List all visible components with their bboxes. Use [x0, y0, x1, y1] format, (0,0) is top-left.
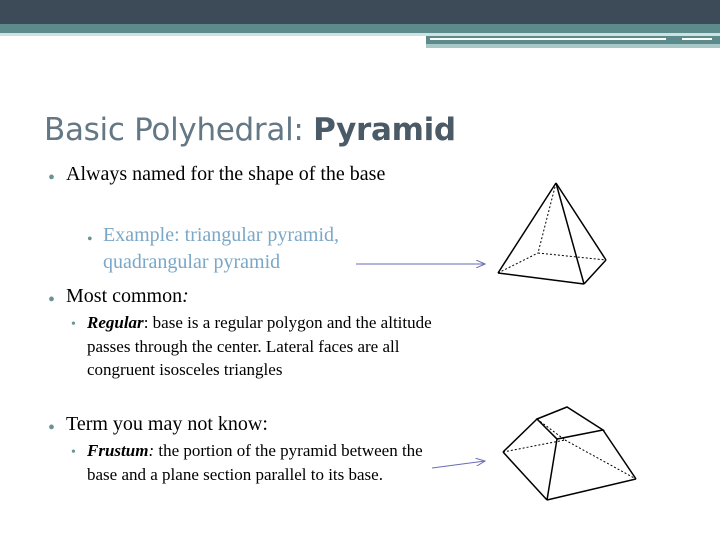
bullet-always-named: Always named for the shape of the base: [66, 163, 386, 185]
pyramid-figure: [498, 183, 606, 284]
bullet-term: Term you may not know:: [66, 413, 268, 435]
title-prefix: Basic Polyhedral:: [44, 112, 314, 148]
title-bold: Pyramid: [313, 112, 456, 148]
sub-bullet-icon: •: [71, 317, 76, 332]
sub-bullet-icon: •: [87, 231, 93, 248]
regular-term: Regular: [87, 313, 144, 332]
most-common-text: Most common: [66, 285, 183, 307]
most-common-colon: :: [182, 285, 189, 307]
bullet-icon: •: [48, 417, 56, 439]
frustum-colon: :: [148, 441, 155, 460]
bullet-example: Example: triangular pyramid, quadrangular pyramid: [103, 224, 340, 273]
frustum-figure: [503, 407, 636, 500]
regular-definition: : base is a regular polygon and the altitude passes through the center. Lateral faces are all congruent isosceles triangles: [87, 313, 432, 379]
bullet-icon: •: [48, 167, 56, 189]
bullet-icon: •: [48, 289, 56, 311]
frustum-definition: the portion of the pyramid between the base and a plane section parallel to its base.: [87, 441, 423, 484]
sub-bullet-icon: •: [71, 445, 76, 460]
frustum-term: Frustum: [87, 441, 149, 460]
frustum-arrow: [432, 461, 485, 468]
